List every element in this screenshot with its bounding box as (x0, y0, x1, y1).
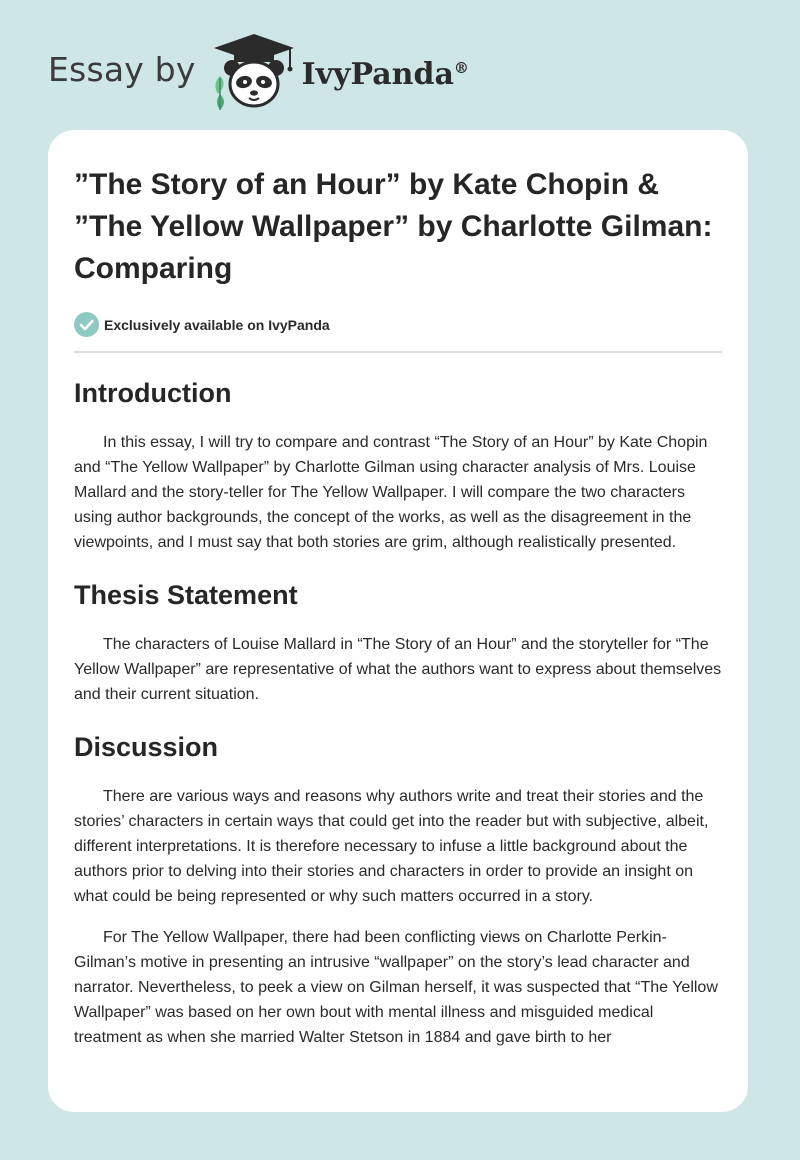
brand-prefix: Essay by (48, 49, 196, 89)
paragraph: In this essay, I will try to compare and contrast “The Story of an Hour” by Kate Chopin and “The Yellow Wallpaper” by Charlotte Gilman using character analysis of Mrs. Louise Mallard and the story-teller for The Yellow Wallpaper. I will compare the two characters using author backgrounds, the concept of the works, as well as the disagreement in the viewpoints, and I must say that both stories are grim, although realistically presented. (74, 434, 708, 551)
section-heading-discussion: Discussion (74, 732, 219, 762)
section-heading-thesis-statement: Thesis Statement (74, 580, 298, 610)
exclusive-badge (74, 312, 722, 337)
exclusive-badge-text: Exclusively available on IvyPanda (104, 316, 330, 333)
paragraph: The characters of Louise Mallard in “The Story of an Hour” and the storyteller for “The Yellow Wallpaper” are representative of what the authors want to express about themselves and their current situation. (74, 636, 722, 703)
paragraph: There are various ways and reasons why authors write and treat their stories and the stories’ characters in certain ways that could get into the reader but with subjective, albeit, different interpretations. It is therefore necessary to infuse a little background about the authors prior to delving into their stories and characters in order to provide an insight on what could be being represented or why such matters occurred in a story. (74, 788, 709, 905)
panda-graduate-icon (208, 32, 300, 112)
site-brand[interactable] (48, 32, 469, 112)
check-circle-icon (74, 312, 99, 337)
essay-title: ”The Story of an Hour” by Kate Chopin & ”The Yellow Wallpaper” by Charlotte Gilman: Comparing (74, 168, 713, 285)
title-divider (74, 351, 722, 353)
section-heading-introduction: Introduction (74, 378, 232, 408)
brand-name: IvyPanda® (301, 56, 469, 92)
essay-card (48, 130, 748, 1112)
paragraph: For The Yellow Wallpaper, there had been conflicting views on Charlotte Perkin-Gilman’s motive in presenting an intrusive “wallpaper” on the story’s lead character and narrator. Nevertheless, to peek a view on Gilman herself, it was suspected that “The Yellow Wallpaper” was based on her own bout with mental illness and misguided medical treatment as when she married Walter Stetson in 1884 and gave birth to her (74, 929, 718, 1046)
